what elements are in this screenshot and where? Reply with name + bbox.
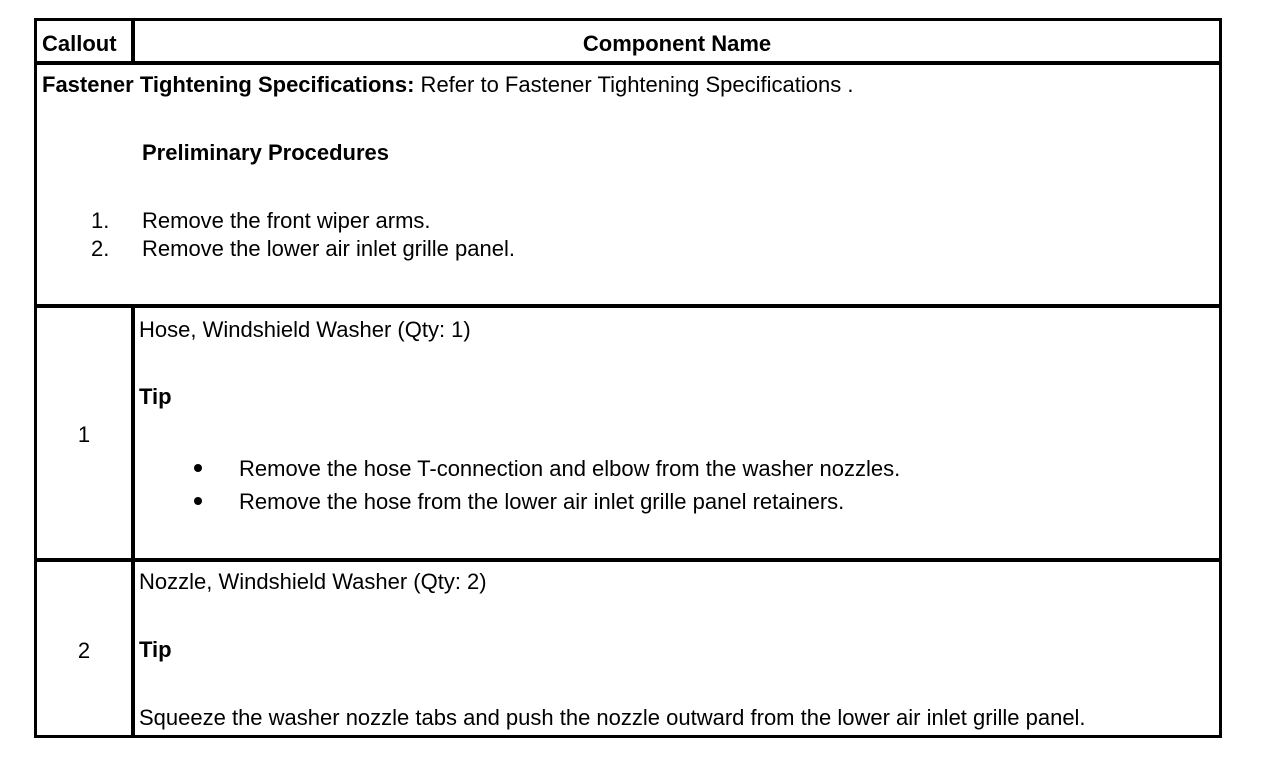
- callout-header: Callout: [42, 31, 117, 56]
- intro-bottom-rule: [37, 304, 1219, 308]
- header-bottom-rule: [37, 61, 1219, 65]
- bullet-icon: [194, 497, 202, 505]
- tip-bullet-text: Remove the hose T-connection and elbow from the washer nozzles.: [239, 456, 901, 481]
- fastener-spec-text: Refer to Fastener Tightening Specifications .: [414, 72, 854, 97]
- step-text: Remove the lower air inlet grille panel.: [142, 236, 515, 261]
- component-name-header: Component Name: [582, 31, 772, 56]
- component-name: Nozzle, Windshield Washer (Qty: 2): [139, 569, 487, 594]
- row1-column-divider: [131, 308, 135, 558]
- step-number: 2.: [91, 236, 110, 261]
- row1-bottom-rule: [37, 558, 1219, 562]
- callout-number: 2: [77, 638, 91, 663]
- callout-number: 1: [77, 422, 91, 447]
- component-table: [34, 18, 1222, 738]
- component-name: Hose, Windshield Washer (Qty: 1): [139, 317, 471, 342]
- tip-label: Tip: [139, 384, 172, 409]
- fastener-spec-label: Fastener Tightening Specifications:: [42, 72, 415, 97]
- step-number: 1.: [91, 208, 110, 233]
- tip-bullet-text: Remove the hose from the lower air inlet grille panel retainers.: [239, 489, 845, 514]
- step-text: Remove the front wiper arms.: [142, 208, 431, 233]
- row2-column-divider: [131, 562, 135, 738]
- tip-label: Tip: [139, 637, 172, 662]
- bullet-icon: [194, 464, 202, 472]
- tip-text: Squeeze the washer nozzle tabs and push the nozzle outward from the lower air inlet grille panel.: [139, 705, 1086, 730]
- fastener-spec-line: [42, 72, 853, 98]
- preliminary-procedures-title: Preliminary Procedures: [142, 140, 390, 165]
